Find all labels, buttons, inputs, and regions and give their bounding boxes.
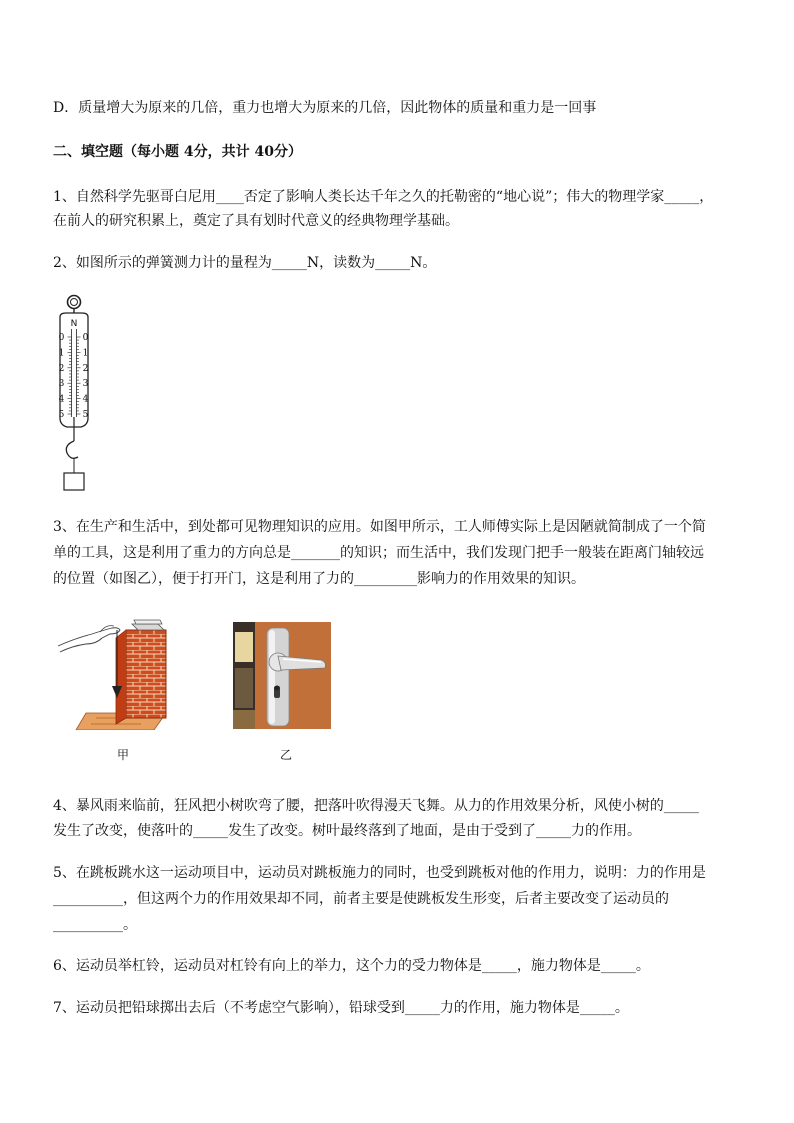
- scale-unit-label: N: [70, 319, 78, 329]
- scale-number-left: 4: [58, 394, 65, 405]
- door-handle-figure: [233, 622, 331, 729]
- q4-line2: 发生了改变，使落叶的_____发生了改变。树叶最终落到了地面，是由于受到了_____力的作用。: [53, 823, 641, 839]
- scale-number-right: 1: [82, 348, 89, 359]
- scale-number-right: 3: [82, 379, 89, 390]
- scale-number-right: 2: [82, 363, 89, 374]
- q3-line3: 的位置（如图乙），便于打开门，这是利用了力的_________影响力的作用效果的知识。: [53, 571, 585, 587]
- section-title: 二、填空题（每小题 4分，共计 40分）: [53, 144, 302, 160]
- scale-number-right: 0: [82, 333, 89, 343]
- q5-line2: __________，但这两个力的作用效果却不同，前者主要是使跳板发生形变，后者主要改变了运动员的: [53, 891, 669, 907]
- q1-line1: 1、自然科学先驱哥白尼用____否定了影响人类长达千年之久的托勒密的“地心说”；伟大的物理学家_____，: [53, 189, 714, 205]
- scale-number-left: 2: [58, 363, 65, 374]
- scale-number-left: 1: [58, 348, 65, 359]
- q1-line2: 在前人的研究积累上，奠定了具有划时代意义的经典物理学基础。: [53, 213, 459, 229]
- scale-number-left: 0: [58, 333, 65, 343]
- plumb-wall-figure: [56, 618, 176, 730]
- figure-a-caption: 甲: [117, 748, 130, 762]
- q7-line1: 7、运动员把铅球掷出去后（不考虑空气影响），铅球受到_____力的作用，施力物体是_____。: [53, 1000, 629, 1016]
- q6-line1: 6、运动员举杠铃，运动员对杠铃有向上的举力，这个力的受力物体是_____，施力物体是_____。: [53, 958, 650, 974]
- q2-line1: 2、如图所示的弹簧测力计的量程为_____N，读数为_____N。: [53, 255, 437, 271]
- q5-line3: __________。: [53, 917, 137, 933]
- spring-balance-figure: [52, 293, 104, 493]
- q4-line1: 4、暴风雨来临前，狂风把小树吹弯了腰，把落叶吹得漫天飞舞。从力的作用效果分析，风使小树的_____: [53, 798, 699, 814]
- q3-line1: 3、在生产和生活中，到处都可见物理知识的应用。如图甲所示，工人师傅实际上是因陋就简制成了一个简: [53, 519, 706, 535]
- scale-number-right: 4: [82, 394, 89, 405]
- scale-number-left: 3: [58, 379, 65, 390]
- scale-number-right: 5: [82, 410, 89, 420]
- q3-line2: 单的工具，这是利用了重力的方向总是_______的知识；而生活中，我们发现门把手一般装在距离门轴较远: [53, 545, 704, 561]
- figure-b-caption: 乙: [280, 748, 293, 762]
- q5-line1: 5、在跳板跳水这一运动项目中，运动员对跳板施力的同时，也受到跳板对他的作用力，说明：力的作用是: [53, 865, 706, 881]
- option-d-text: D．质量增大为原来的几倍，重力也增大为原来的几倍，因此物体的质量和重力是一回事: [53, 100, 597, 116]
- scale-number-left: 5: [58, 410, 65, 420]
